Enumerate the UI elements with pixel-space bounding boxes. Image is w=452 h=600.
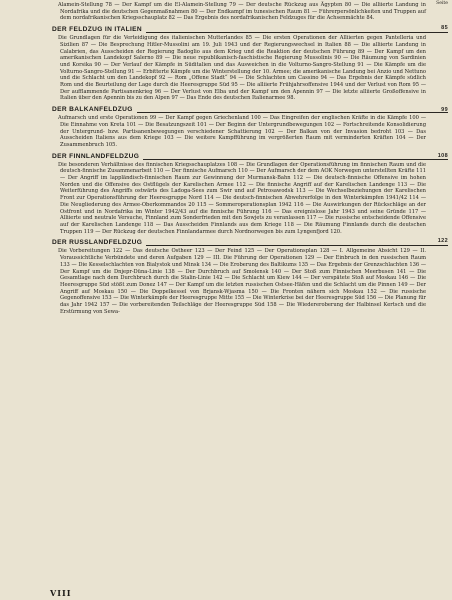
section-heading xyxy=(52,25,448,34)
section-page-number: 122 xyxy=(437,238,448,245)
section-balkan xyxy=(52,105,448,149)
section-paragraph: Aufmarsch und erste Operationen 99 — Der Kampf gegen Griechenland 100 — Das Eingreifen der englischen Kräfte in die Kämpfe 100 — Die Einnahme von Kreta 101 — Die Besatzungszeit 101 — Der Beginn der Untergrundbewegungen 102 — Fortschreitende Konsolidierung der Untergrund- bzw. Partisanenbewegungen verschiedener Schattierung 102 — Der Balkan von der Invasion bedroht 103 — Das Ausscheiden Italiens aus dem Kriege 103 — Die weitere Kampfführung im vergrößerten Raum mit verminderten Kräften 104 — Der Zusammenbruch 105. xyxy=(58,115,426,148)
section-title: DER FELDZUG IN ITALIEN xyxy=(52,26,146,33)
section-page-number: 99 xyxy=(441,107,448,114)
section-page-number: 85 xyxy=(441,25,448,32)
section-heading xyxy=(52,152,448,161)
page-footer-roman-numeral: VIII xyxy=(50,588,72,598)
section-paragraph: Die Grundlagen für die Verteidigung des italienischen Mutterlandes 85 — Die ersten Operationen der Alliierten gegen Pantelleria und Sizilien 87 — Die Besprechung Hitler-Mussolini am 19. Juli 1943 und der Regierungswechsel in Italien 88 — Die alliierte Landung in Calabrien, das Ausscheiden der Regierung Badoglio aus dem Krieg und die Reaktion der deutschen Führung 89 — Der Kampf um den amerikanischen Landekopf Salerno 89 — Die neue republikanisch-faschistische Regierung Mussolinis 90 — Die Räumung von Sardinien und Korsika 90 — Der Verlauf der Kämpfe in Süditalien und das Ausweichen in die Volturno-Sangro-Stellung 91 — Die Kämpfe um die Volturno-Sangro-Stellung 91 — Erbitterte Kämpfe um die Winterstellung der 10. Armee; die amerikanische Landung bei Anzio und Nettuno und die Schlacht um den Landekopf 92 — Rom „Offene Stadt“ 94 — Die Schlachten um Cassino 94 — Das Ergebnis der Kämpfe südlich Rom und die Beurteilung der Lage durch die Heeresgruppe Süd 95 — Die alliierte Frühjahrsoffensive 1944 und der Verlust von Rom 95 — Der aufflammende Partisanenkrieg 96 — Der Verlust von Elba und der Kampf um den Apennin 97 — Die letzte alliierte Großoffensive in Italien über den Apennin bis zu den Alpen 97 — Das Ende des deutschen Italienarmee 98. xyxy=(58,35,426,102)
section-heading xyxy=(52,105,448,114)
section-finnland xyxy=(52,152,448,236)
section-title: DER RUSSLANDFELDZUG xyxy=(52,239,146,246)
section-paragraph: Die Vorbereitungen 122 — Das deutsche Ostheer 123 — Der Feind 125 — Der Operationsplan 128 — I. Allgemeine Absicht 129 — II. Voraussichtliche Verbündete und deren Aufgaben 129 — III. Die Führung der Operationen 129 — Der Einbruch in den russischen Raum 133 — Die Kesselschlachten von Bialystok und Minsk 134 — Die Eroberung des Baltikums 135 — Das Ergebnis der Grenzschlachten 136 — Der Kampf um die Dnjepr-Düna-Linie 138 — Der Durchbruch auf Smolensk 140 — Der Stoß zum Finnischen Meerbusen 141 — Die Gesamtlage nach dem Durchbruch durch die Stalin-Linie 142 — Die Schlacht um Kiew 144 — Der verspätete Stoß auf Moskau 146 — Die Heeresgruppe Süd stößt zum Donez 147 — Der Kampf um die letzten russischen Ostsee-Häfen und die Schlacht um die Pinnen 149 — Der Angriff auf Moskau 150 — Die Doppelkessel von Brjansk-Wjasma 150 — Die Fronten nähern sich Moskau 152 — Die russische Gegenoffensive 153 — Die Winterkämpfe der Heeresgruppe Mitte 155 — Die Winterkrise bei der Heeresgruppe Süd 156 — Die Planung für das Jahr 1942 157 — Die vorbereitenden Teilschläge der Heeresgruppe Süd 158 — Die Wiedereroberung der Halbinsel Kertsch und die Erstürmung von Sewa- xyxy=(58,248,426,315)
toc-page xyxy=(50,0,448,600)
intro-paragraph: Alamein-Stellung 78 — Der Kampf um die El-Alamein-Stellung 79 — Der deutsche Rückzug aus Ägypten 80 — Die alliierte Landung in Nordafrika und die deutschen Gegenmaßnahmen 80 — Der Endkampf im tunesischen Raum 81 — Führerpersönlichkeiten und Truppen auf dem nordafrikanischen Kriegsschauplatz 82 — Das Ergebnis des nordafrikanischen Feldzuges für die Achsenmächte 84. xyxy=(58,2,426,22)
section-page-number: 108 xyxy=(437,152,448,159)
section-title: DER FINNLANDFELDZUG xyxy=(52,153,143,160)
section-paragraph: Die besonderen Verhältnisse des finnischen Kriegsschauplatzes 108 — Die Grundlagen der Operationsführung im finnischen Raum und die deutsch-finnische Zusammenarbeit 110 — Der finnische Aufmarsch 110 — Der Aufmarsch der dem AOK Norwegen unterstellten Kräfte 111 — Der Angriff im lappländisch-finnischen Raum zur Gewinnung der Murmansk-Bahn 112 — Die deutsch-finnische Offensive im hohen Norden und die Offensive des Ostflügels der Karelischen Armee 112 — Die finnische Angriff auf der Karelischen Landenge 113 — Die Weiterführung des Angriffs ostwärts des Ladoga-Sees zum Swir und auf Petrosawodsk 113 — Die Wechselbeziehungen der Karelischen Front zur Operationsführung der Heeresgruppe Nord 114 — Die deutsch-finnischen Abwehrerfolge in den Winterkämpfen 1941/42 114 — Die Neugliederung des Armee-Oberkommandos 20 115 — Sommeroperationsplan 1942 116 — Die Auswirkungen der Rückschläge an der Ostfront und in Nordafrika im Winter 1942/43 auf die finnische Führung 116 — Das ereignislose Jahr 1943 und seine Gründe 117 — Alliierte und neutrale Versuche, Finnland zum Sonderfrieden mit den Sowjets zu veranlassen 117 — Die russische entscheidende Offensive auf der Karelischen Landenge 118 — Das Ausscheiden Finnlands aus dem Kriege 118 — Die Räumung Finnlands durch die deutschen Truppen 119 — Der Rückzug der deutschen Finnlandarmee durch Nordnorwegen bis zum Lyngenfjord 120. xyxy=(58,161,426,235)
section-russland xyxy=(52,238,448,315)
section-italien xyxy=(52,25,448,102)
section-heading xyxy=(52,238,448,247)
section-title: DER BALKANFELDZUG xyxy=(52,106,137,113)
seite-label: Seite xyxy=(436,1,448,6)
